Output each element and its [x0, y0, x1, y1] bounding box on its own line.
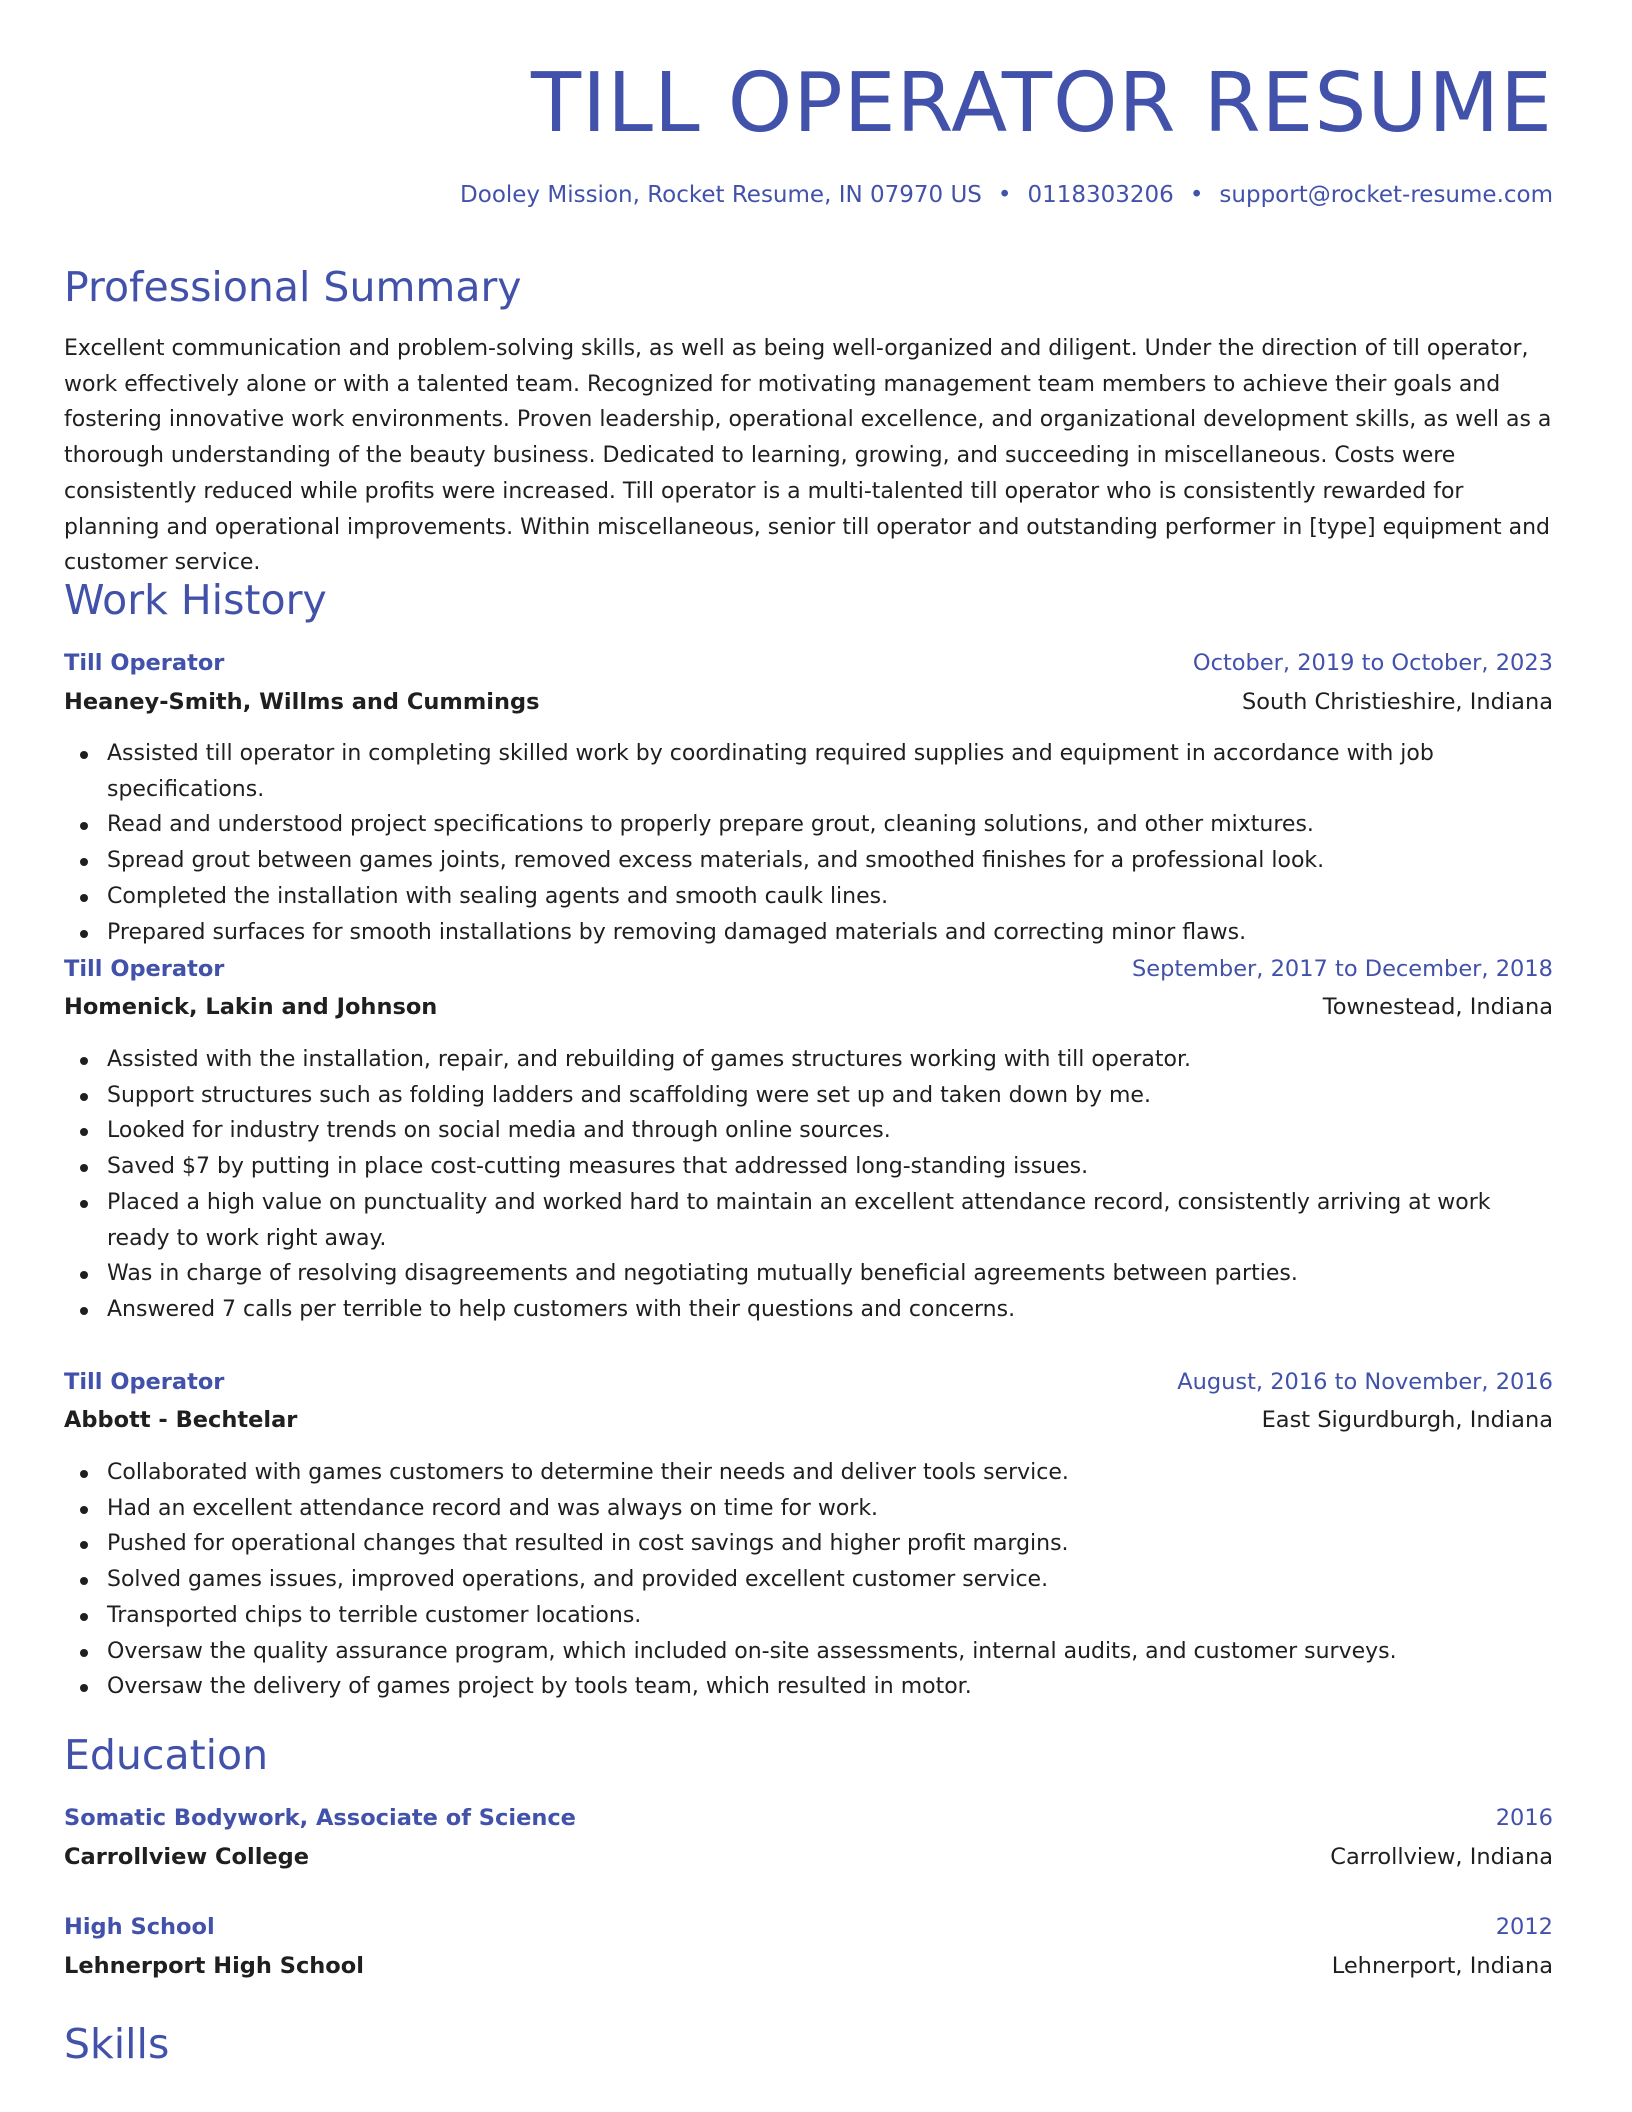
job-bullet-list [64, 1042, 1553, 1328]
job-bullet: Support structures such as folding ladders and scaffolding were set up and taken down by me. [64, 1078, 1553, 1114]
summary-heading: Professional Summary [64, 263, 522, 311]
job-header-row [64, 1365, 1553, 1399]
job-bullet: Prepared surfaces for smooth installations by removing damaged materials and correcting minor flaws. [64, 915, 1553, 951]
education-heading: Education [64, 1731, 269, 1779]
job-bullet: Transported chips to terrible customer locations. [64, 1598, 1553, 1634]
education-school-row [64, 1949, 1553, 1983]
contact-email[interactable]: support@rocket-resume.com [1219, 182, 1553, 208]
job-location: East Sigurdburgh, Indiana [1261, 1407, 1553, 1433]
job-bullet: Was in charge of resolving disagreements and negotiating mutually beneficial agreements between parties. [64, 1256, 1553, 1292]
education-location: Lehnerport, Indiana [1331, 1953, 1553, 1979]
skills-heading: Skills [64, 2020, 170, 2068]
education-school: Lehnerport High School [64, 1953, 364, 1979]
job-title: Till Operator [64, 1369, 225, 1395]
job-bullet-list [64, 736, 1553, 950]
resume-page [64, 0, 1553, 2068]
education-year: 2016 [1495, 1805, 1553, 1831]
job-bullet: Pushed for operational changes that resulted in cost savings and higher profit margins. [64, 1526, 1553, 1562]
job-dates: October, 2019 to October, 2023 [1192, 650, 1553, 676]
contact-separator: • [997, 182, 1012, 208]
job-bullet: Looked for industry trends on social media and through online sources. [64, 1113, 1553, 1149]
education-degree: Somatic Bodywork, Associate of Science [64, 1805, 576, 1831]
contact-address: Dooley Mission, Rocket Resume, IN 07970 US [460, 182, 982, 208]
job-bullet: Read and understood project specifications to properly prepare grout, cleaning solutions, and other mixtures. [64, 807, 1553, 843]
job-bullet: Assisted till operator in completing skilled work by coordinating required supplies and equipment in accordance with job specifications. [64, 736, 1553, 807]
job-employer-row [64, 990, 1553, 1024]
work-history-heading: Work History [64, 576, 327, 624]
job-dates: August, 2016 to November, 2016 [1177, 1369, 1553, 1395]
job-bullet: Solved games issues, improved operations, and provided excellent customer service. [64, 1562, 1553, 1598]
job-bullet: Had an excellent attendance record and was always on time for work. [64, 1491, 1553, 1527]
job-bullet: Completed the installation with sealing agents and smooth caulk lines. [64, 879, 1553, 915]
contact-line [460, 180, 1553, 210]
job-location: South Christieshire, Indiana [1241, 689, 1553, 715]
job-employer-row [64, 1403, 1553, 1437]
job-employer: Homenick, Lakin and Johnson [64, 994, 438, 1020]
education-year: 2012 [1495, 1914, 1553, 1940]
job-employer-row [64, 685, 1553, 719]
job-bullet: Oversaw the quality assurance program, which included on-site assessments, internal audits, and customer surveys. [64, 1634, 1553, 1670]
education-header-row [64, 1801, 1553, 1835]
education-school-row [64, 1840, 1553, 1874]
job-bullet: Collaborated with games customers to determine their needs and deliver tools service. [64, 1455, 1553, 1491]
education-degree: High School [64, 1914, 215, 1940]
job-employer: Heaney-Smith, Willms and Cummings [64, 689, 540, 715]
contact-phone: 0118303206 [1027, 182, 1174, 208]
job-title: Till Operator [64, 650, 225, 676]
job-bullet: Saved $7 by putting in place cost-cutting measures that addressed long-standing issues. [64, 1149, 1553, 1185]
resume-title: TILL OPERATOR RESUME [531, 56, 1553, 151]
education-location: Carrollview, Indiana [1330, 1844, 1553, 1870]
job-bullet: Oversaw the delivery of games project by tools team, which resulted in motor. [64, 1669, 1553, 1705]
education-header-row [64, 1910, 1553, 1944]
job-title: Till Operator [64, 956, 225, 982]
job-dates: September, 2017 to December, 2018 [1131, 956, 1553, 982]
job-location: Townestead, Indiana [1322, 994, 1553, 1020]
job-header-row [64, 646, 1553, 680]
job-bullet: Assisted with the installation, repair, and rebuilding of games structures working with till operator. [64, 1042, 1553, 1078]
job-bullet: Answered 7 calls per terrible to help customers with their questions and concerns. [64, 1292, 1553, 1328]
job-bullet: Placed a high value on punctuality and worked hard to maintain an excellent attendance record, consistently arriving at work ready to work right away. [64, 1185, 1553, 1256]
job-bullet-list [64, 1455, 1553, 1705]
education-school: Carrollview College [64, 1844, 310, 1870]
job-bullet: Spread grout between games joints, removed excess materials, and smoothed finishes for a professional look. [64, 843, 1553, 879]
job-employer: Abbott - Bechtelar [64, 1407, 298, 1433]
summary-text: Excellent communication and problem-solving skills, as well as being well-organized and diligent. Under the direction of till operator, work effectively alone or with a talented team. Recognized for motivating management team members to achieve their goals and fostering innovative work environments. Proven leadership, operational excellence, and organizational development skills, as well as a thorough understanding of the beauty business. Dedicated to learning, growing, and succeeding in miscellaneous. Costs were consistently reduced while profits were increased. Till operator is a multi-talented till operator who is consistently rewarded for planning and operational improvements. Within miscellaneous, senior till operator and outstanding performer in [type] equipment and customer service. [64, 336, 1552, 576]
contact-separator: • [1189, 182, 1204, 208]
job-header-row [64, 952, 1553, 986]
